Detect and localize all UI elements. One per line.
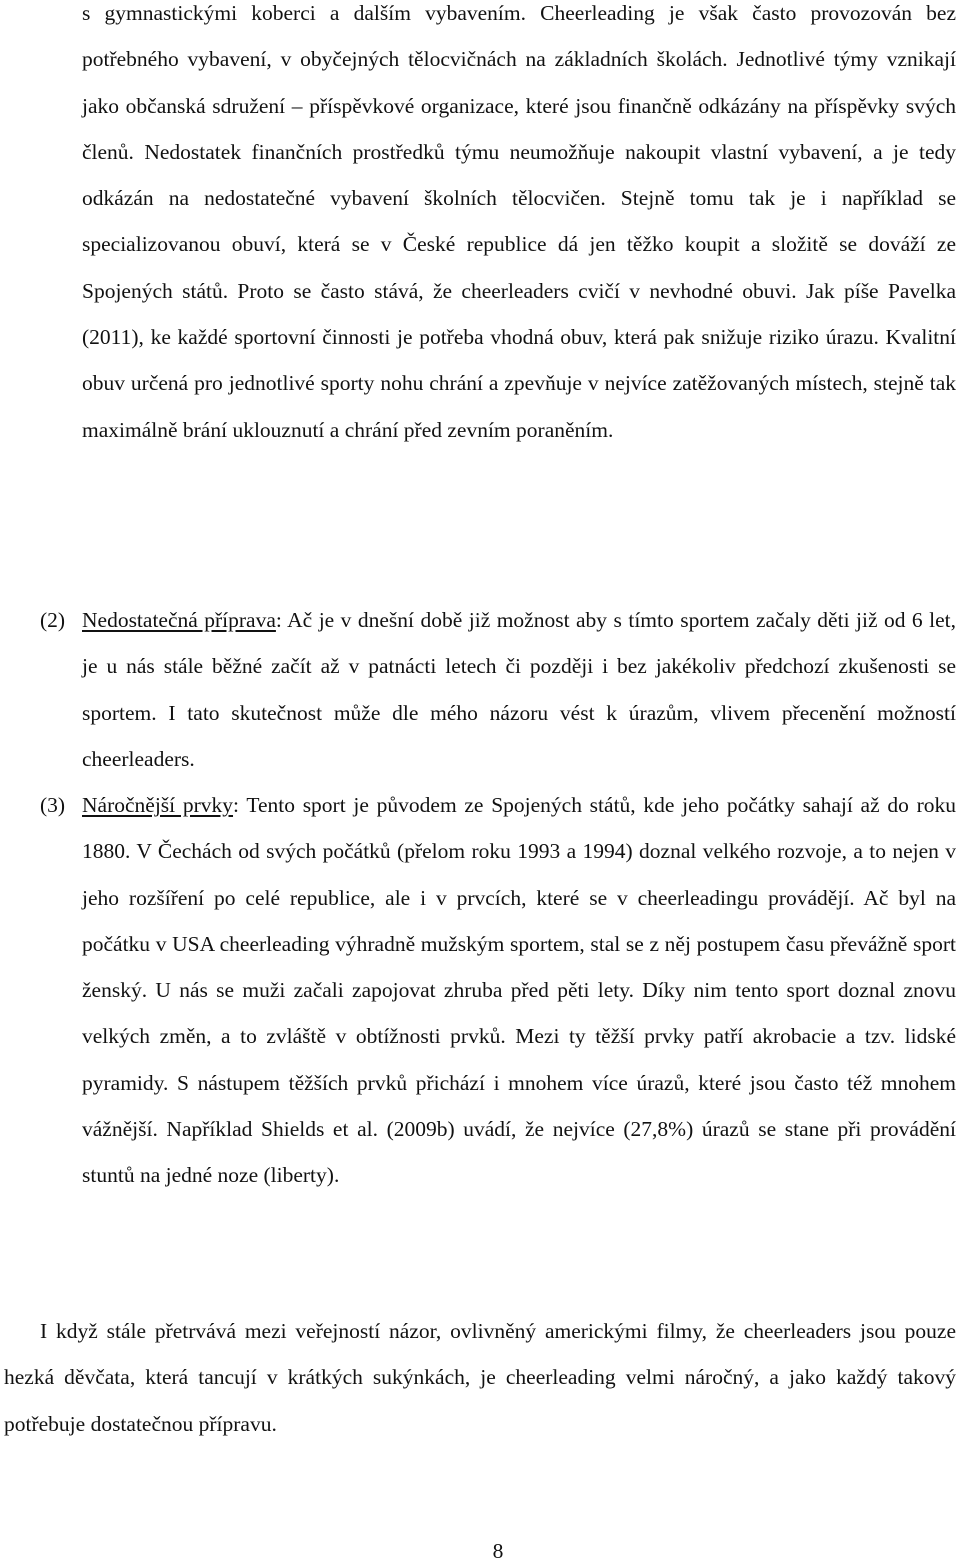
list-item-heading: Náročnější prvky bbox=[82, 793, 234, 817]
list-item-text: : Tento sport je původem ze Spojených států, kde jeho počátky sahají až do roku 1880. V Čechách od svých počátků (přelom roku 1993 a 1994) doznal velkého rozvoje, a to nejen v jeho rozšíření po celé republice, ale i v prvcích, které se v cheerleadingu provádějí. Ač byl na počátku v USA cheerleading výhradně mužským sportem, stal se z něj postupem času převážně sport ženský. U nás se muži začali zapojovat zhruba před pěti lety. Díky nim tento sport doznal znovu velkých změn, a to zvláště v obtížnosti prvků. Mezi ty těžší prvky patří akrobacie a tzv. lidské pyramidy. S nástupem těžších prvků přichází i mnohem více úrazů, které jsou často též mnohem vážnější. Například Shields et al. (2009b) uvádí, že nejvíce (27,8%) úrazů se stane při provádění stuntů na jedné noze (liberty). bbox=[82, 793, 956, 1188]
list-item-number: (3) bbox=[40, 793, 66, 817]
list-item-body bbox=[82, 597, 956, 782]
page-number: 8 bbox=[492, 1539, 504, 1563]
paragraph-intro: s gymnastickými koberci a dalším vybavením. Cheerleading je však často provozován bez potřebného vybavení, v obyčejných tělocvičnách na základních školách. Jednotlivé týmy vznikají jako občanská sdružení – příspěvkové organizace, které jsou finančně odkázány na příspěvky svých členů. Nedostatek finančních prostředků týmu neumožňuje nakoupit vlastní vybavení, a je tedy odkázán na nedostatečné vybavení školních tělocvičen. Stejně tomu tak je i například se specializovanou obuví, která se v České republice dá jen těžko koupit a složitě se dováží ze Spojených států. Proto se často stává, že cheerleaders cvičí v nevhodné obuvi. Jak píše Pavelka (2011), ke každé sportovní činnosti je potřeba vhodná obuv, která pak snižuje riziko úrazu. Kvalitní obuv určená pro jednotlivé sporty nohu chrání a zpevňuje v nejvíce zatěžovaných místech, stejně tak maximálně brání uklouznutí a chrání před zevním poraněním. bbox=[82, 1, 956, 442]
paragraph-closing: I když stále přetrvává mezi veřejností názor, ovlivněný americkými filmy, že cheerleaders jsou pouze hezká děvčata, která tancují v krátkých sukýnkách, je cheerleading velmi náročný, a jako každý takový potřebuje dostatečnou přípravu. bbox=[4, 1319, 956, 1436]
list-item-text: : Ač je v dnešní době již možnost aby s tímto sportem začaly děti již od 6 let, je u nás stále běžné začít až v patnácti letech či později i bez jakékoliv předchozí zkušenosti se sportem. I tato skutečnost může dle mého názoru vést k úrazům, vlivem přecenění možností cheerleaders. bbox=[82, 608, 957, 771]
list-item-number: (2) bbox=[40, 608, 66, 632]
list-item-heading: Nedostatečná příprava bbox=[82, 608, 276, 632]
list-item-body bbox=[82, 782, 956, 1199]
